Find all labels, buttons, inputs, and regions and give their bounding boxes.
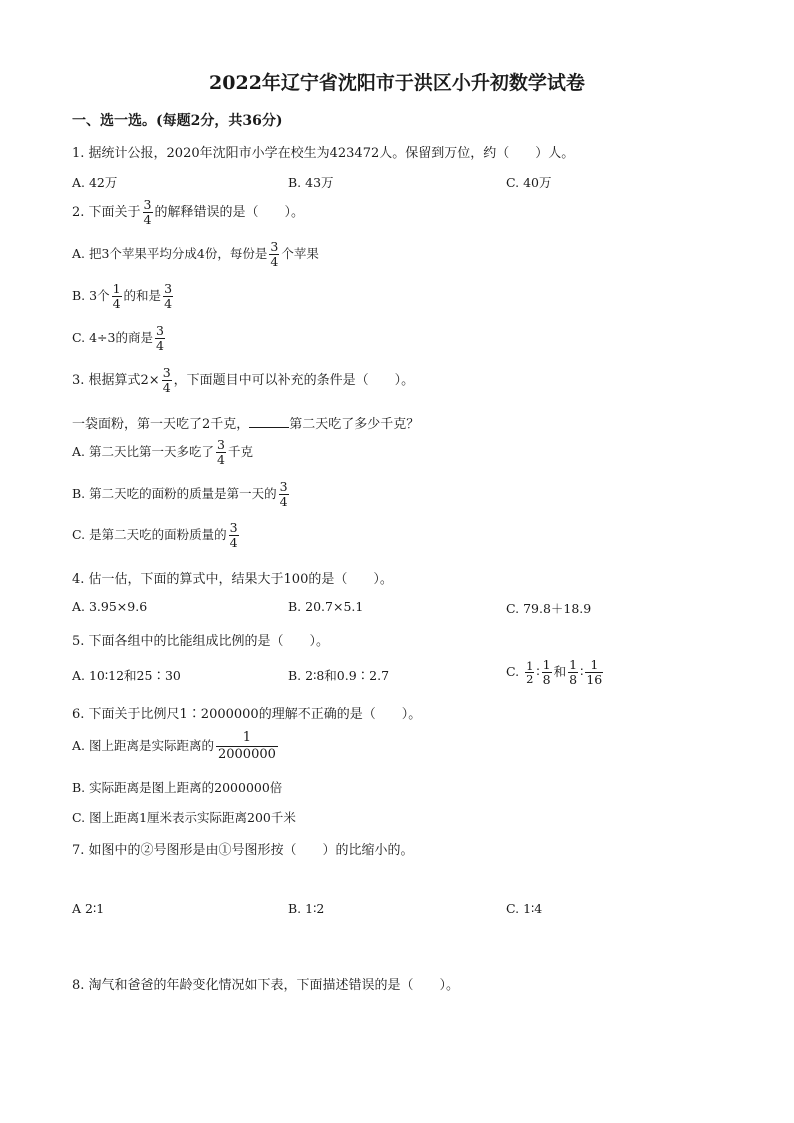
q3-story: 一袋面粉，第一天吃了2千克， 第二天吃了多少千克？	[72, 417, 420, 432]
section-heading: 一、选一选。(每题2分，共36分)	[72, 113, 283, 129]
q5-c-fraction-3: $\frac{1}{8}$	[569, 657, 578, 687]
q3-option-b: B. 第二天吃的面粉的质量是第一天的 $\frac{3}{4}$	[72, 479, 288, 509]
q5-option-c: C. $\frac{1}{2}$ ∶ $\frac{1}{8}$ 和 $\frac{1}{8}$ ∶ $\frac{1}{16}$	[506, 657, 603, 687]
q4-option-c: C. 79.8＋18.9	[506, 601, 592, 616]
q6-option-a: A. 图上距离是实际距离的 $\frac{1}{2000000}$	[72, 730, 276, 762]
q7-option-a: A 2∶1	[72, 901, 105, 916]
q5-c-fraction-4: $\frac{1}{16}$	[586, 657, 603, 687]
q4-option-a: A. 3.95×9.6	[72, 599, 148, 614]
q2-option-b: B. 3个 $\frac{1}{4}$ 的和是 $\frac{3}{4}$	[72, 281, 173, 311]
q2-a-fraction: $\frac{3}{4}$	[270, 239, 279, 269]
q5-option-b: B. 2∶8和0.9∶2.7	[288, 668, 390, 683]
q3-option-a: A. 第二天比第一天多吃了 $\frac{3}{4}$ 千克	[72, 437, 253, 467]
q2-c-fraction: $\frac{3}{4}$	[155, 323, 164, 353]
q5-c-fraction-2: $\frac{1}{8}$	[542, 657, 551, 687]
q2-fraction: $\frac{3}{4}$	[143, 197, 152, 227]
q1-option-a: A. 42万	[72, 175, 118, 190]
q3-b-fraction: $\frac{3}{4}$	[279, 479, 288, 509]
q6-a-fraction: $\frac{1}{2000000}$	[217, 730, 276, 762]
q6-option-b: B. 实际距离是图上距离的2000000倍	[72, 780, 283, 795]
q1-option-b: B. 43万	[288, 175, 334, 190]
question-1: 1. 据统计公报，2020年沈阳市小学在校生为423472人。保留到万位，约（ ）人。	[72, 146, 575, 161]
question-6: 6. 下面关于比例尺1∶2000000的理解不正确的是（ ）。	[72, 707, 422, 722]
q3-a-fraction: $\frac{3}{4}$	[216, 437, 225, 467]
question-8: 8. 淘气和爸爸的年龄变化情况如下表，下面描述错误的是（ ）。	[72, 978, 460, 993]
q5-c-fraction-1: $\frac{1}{2}$	[526, 659, 534, 686]
q2-b-fraction-1: $\frac{1}{4}$	[112, 281, 121, 311]
q5-option-a: A. 10∶12和25∶30	[72, 668, 181, 683]
question-7: 7. 如图中的②号图形是由①号图形按（ ）的比缩小的。	[72, 843, 414, 858]
q1-option-c: C. 40万	[506, 175, 552, 190]
q3-option-c: C. 是第二天吃的面粉质量的 $\frac{3}{4}$	[72, 520, 238, 550]
q7-option-c: C. 1∶4	[506, 901, 543, 916]
question-3: 3. 根据算式2× $\frac{3}{4}$ ，下面题目中可以补充的条件是（ ）。	[72, 365, 415, 395]
q3-fraction: $\frac{3}{4}$	[162, 365, 171, 395]
q2-text-post: 的解释错误的是（ ）。	[154, 205, 305, 220]
page-title: 2022年辽宁省沈阳市于洪区小升初数学试卷	[209, 72, 585, 94]
q2-text-pre: 2. 下面关于	[72, 205, 141, 220]
q3-c-fraction: $\frac{3}{4}$	[229, 520, 238, 550]
question-4: 4. 估一估，下面的算式中，结果大于100的是（ ）。	[72, 572, 393, 587]
q4-option-b: B. 20.7×5.1	[288, 599, 364, 614]
question-2	[72, 198, 304, 227]
q7-option-b: B. 1∶2	[288, 901, 325, 916]
q2-option-c: C. 4÷3的商是 $\frac{3}{4}$	[72, 323, 164, 353]
q2-b-fraction-2: $\frac{3}{4}$	[164, 281, 173, 311]
q3-answer-blank	[249, 415, 289, 428]
q6-option-c: C. 图上距离1厘米表示实际距离200千米	[72, 810, 296, 825]
q2-option-a: A. 把3个苹果平均分成4份，每份是 $\frac{3}{4}$ 个苹果	[72, 239, 319, 269]
question-5: 5. 下面各组中的比能组成比例的是（ ）。	[72, 634, 330, 649]
